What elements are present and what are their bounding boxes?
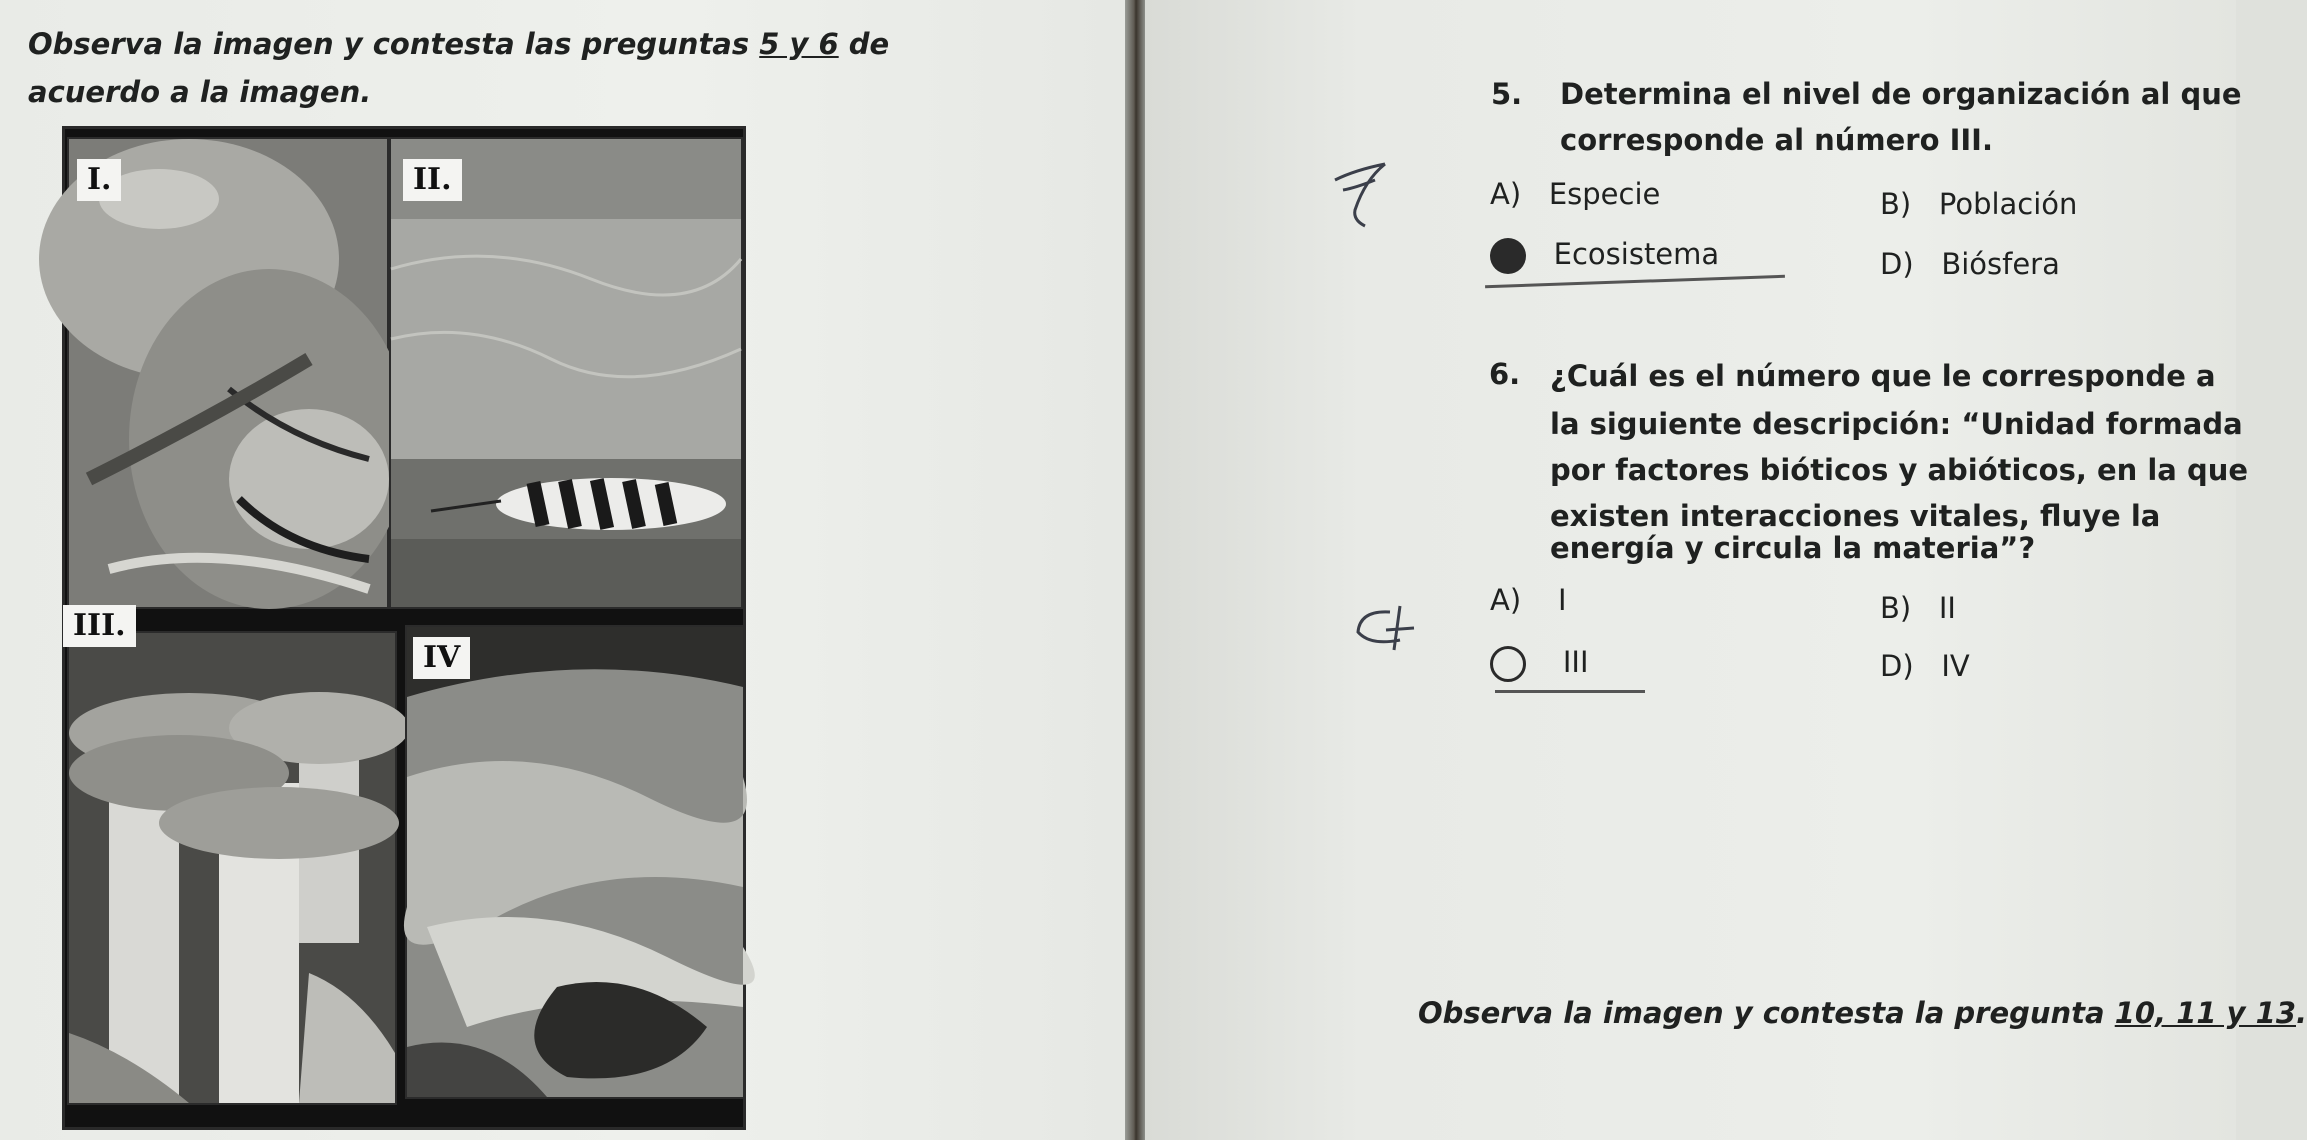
image-lions [67, 137, 389, 609]
q6-answer-underline [1495, 690, 1645, 693]
footer-instruction: Observa la imagen y contesta la pregunta 10, 11 y 13. [1418, 996, 2307, 1030]
label-IV: IV [413, 637, 470, 679]
image-fish [389, 137, 743, 609]
q6-option-b[interactable]: B) II [1880, 591, 1956, 625]
q5-line1: Determina el nivel de organización al que [1560, 77, 2242, 111]
q6-line2: la siguiente descripción: “Unidad formada [1550, 407, 2243, 441]
q5-line2: corresponde al número III. [1560, 123, 1993, 157]
q5-answer-underline [1485, 275, 1785, 288]
q5-option-d[interactable]: D) Biósfera [1880, 247, 2060, 281]
book-fold [1125, 0, 1145, 1140]
q6-line3: por factores bióticos y abióticos, en la que [1550, 453, 2249, 487]
q6-option-d[interactable]: D) IV [1880, 649, 1970, 683]
label-III: III. [63, 605, 136, 647]
q6-line5: energía y circula la materia”? [1550, 531, 2036, 565]
q6-line1: ¿Cuál es el número que le corresponde a [1550, 359, 2216, 393]
q6-option-c-marker [1490, 646, 1526, 682]
right-page [1145, 0, 2307, 1140]
pen-scribble-q6 [1350, 600, 1430, 660]
image-mushrooms [67, 608, 397, 1105]
q5-option-b[interactable]: B) Población [1880, 187, 2078, 221]
q5-option-c-marker [1490, 238, 1526, 274]
q6-option-c[interactable]: III [1490, 642, 1589, 682]
left-page [0, 0, 1125, 1140]
image-earth [405, 625, 745, 1099]
q5-number: 5. [1491, 77, 1523, 111]
label-II: II. [403, 159, 462, 201]
intro-text: Observa la imagen y contesta las preguntas 5 y 6 de acuerdo a la imagen. [28, 27, 890, 109]
q6-option-a[interactable]: A) I [1490, 583, 1567, 617]
q5-option-a[interactable]: A) Especie [1490, 177, 1661, 211]
q5-option-c[interactable]: Ecosistema [1490, 234, 1719, 274]
q6-line4: existen interacciones vitales, fluye la [1550, 499, 2161, 533]
label-I: I. [77, 159, 121, 201]
q6-number: 6. [1489, 357, 1521, 391]
image-grid [62, 126, 746, 1130]
pen-scribble-q5 [1325, 160, 1405, 230]
